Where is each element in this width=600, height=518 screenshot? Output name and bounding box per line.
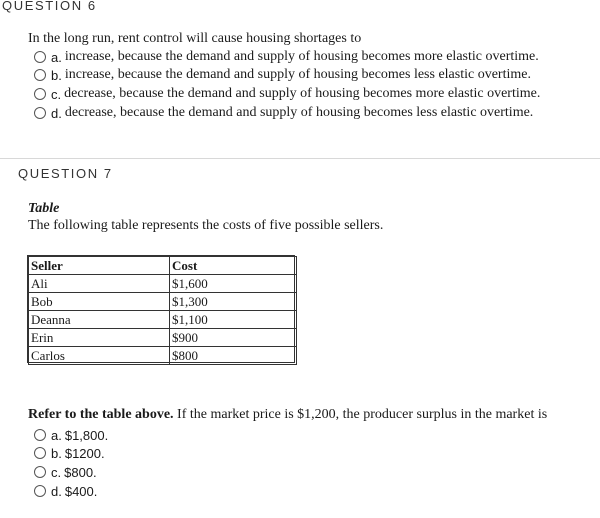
q6-option-a-letter: a.: [51, 49, 62, 65]
table-cell-seller: Bob: [29, 293, 170, 311]
q6-option-c-text: decrease, because the demand and supply of housing becomes more elastic overtime.: [64, 86, 541, 101]
radio-button[interactable]: [34, 107, 46, 119]
table-cell-seller: Ali: [29, 275, 170, 293]
radio-button[interactable]: [34, 88, 46, 100]
q6-option-b-text: increase, because the demand and supply of housing becomes less elastic overtime.: [64, 67, 531, 82]
q6-option-d[interactable]: [34, 104, 533, 122]
q6-option-d-letter: d.: [51, 105, 62, 121]
q6-option-a[interactable]: [34, 48, 539, 66]
q7-option-a-letter: a.: [51, 427, 62, 443]
table-cell-cost: $900: [170, 329, 297, 347]
q7-option-b-text: $1200.: [64, 445, 105, 461]
table-title: Table: [28, 201, 60, 216]
costs-table: [28, 256, 297, 365]
radio-button[interactable]: [34, 485, 46, 497]
q7-option-c[interactable]: [34, 463, 97, 481]
table-header-seller: Seller: [29, 257, 170, 275]
question-7-bold-lead: Refer to the table above.: [28, 407, 174, 422]
question-7-rest: If the market price is $1,200, the producer surplus in the market is: [173, 407, 548, 422]
radio-button[interactable]: [34, 447, 46, 459]
q7-option-b[interactable]: [34, 444, 105, 462]
q6-option-a-text: increase, because the demand and supply of housing becomes more elastic overtime.: [64, 49, 539, 64]
table-cell-seller: Erin: [29, 329, 170, 347]
table-cell-cost: $1,600: [170, 275, 297, 293]
question-6-text: In the long run, rent control will cause housing shortages to: [28, 31, 362, 46]
question-6-header: QUESTION 6: [2, 0, 97, 13]
radio-button[interactable]: [34, 51, 46, 63]
q7-option-b-letter: b.: [51, 445, 62, 461]
table-cell-seller: Carlos: [29, 347, 170, 365]
radio-button[interactable]: [34, 466, 46, 478]
q7-option-d-letter: d.: [51, 483, 62, 499]
question-7-text: [28, 406, 547, 424]
table-row: [29, 275, 297, 293]
table-cell-cost: $1,100: [170, 311, 297, 329]
table-header-row: [29, 257, 297, 275]
table-row: [29, 329, 297, 347]
radio-button[interactable]: [34, 69, 46, 81]
q6-option-b[interactable]: [34, 66, 531, 84]
q7-option-c-letter: c.: [51, 464, 62, 480]
radio-button[interactable]: [34, 429, 46, 441]
table-row: [29, 311, 297, 329]
q7-option-a-text: $1,800.: [64, 427, 109, 443]
q6-option-b-letter: b.: [51, 67, 62, 83]
q6-option-d-text: decrease, because the demand and supply of housing becomes less elastic overtime.: [64, 105, 534, 120]
table-row: [29, 347, 297, 365]
table-caption: The following table represents the costs of five possible sellers.: [28, 218, 384, 233]
q7-option-d[interactable]: [34, 482, 97, 500]
table-cell-seller: Deanna: [29, 311, 170, 329]
table-cell-cost: $800: [170, 347, 297, 365]
question-7-header: QUESTION 7: [0, 158, 600, 188]
q6-option-c[interactable]: [34, 85, 540, 103]
q7-option-a[interactable]: [34, 426, 108, 444]
q7-option-d-text: $400.: [64, 483, 98, 499]
table-cell-cost: $1,300: [170, 293, 297, 311]
q6-option-c-letter: c.: [51, 86, 62, 102]
q7-option-c-text: $800.: [64, 464, 97, 480]
table-header-cost: Cost: [170, 257, 297, 275]
table-row: [29, 293, 297, 311]
